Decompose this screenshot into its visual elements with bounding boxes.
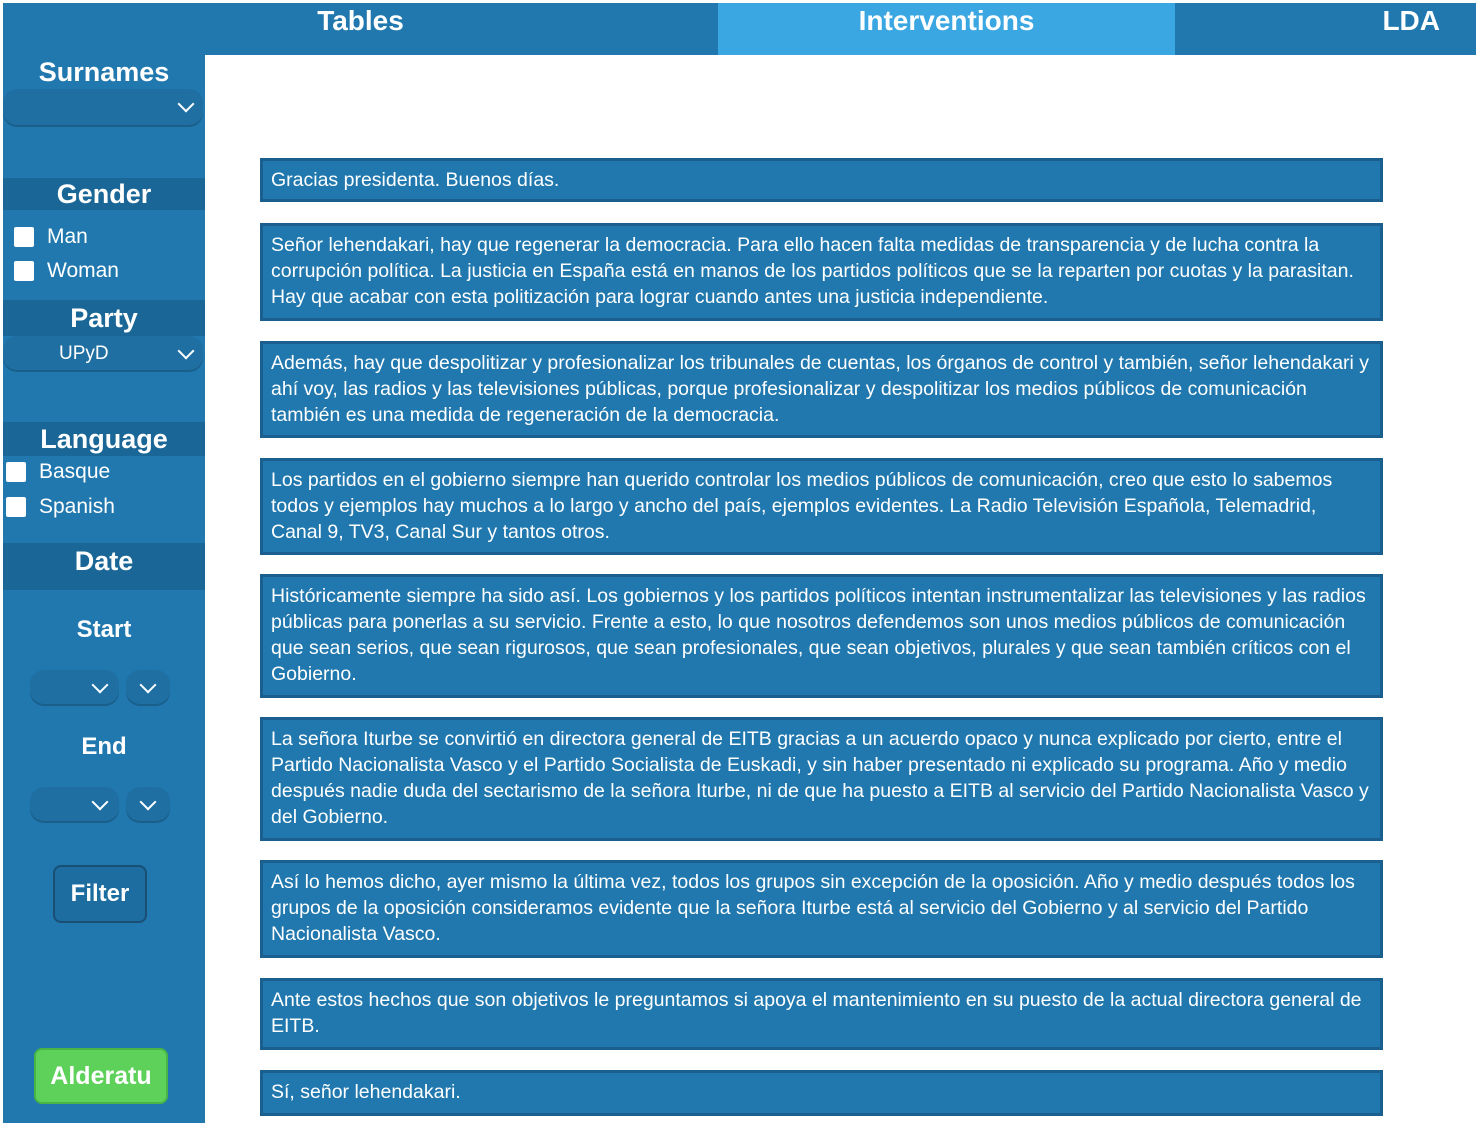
party-selected-value: UPyD [59,343,109,364]
filter-sidebar [3,55,205,1123]
woman-label: Woman [47,259,119,282]
man-label: Man [47,225,88,248]
start-month-select[interactable] [30,670,119,706]
intervention-item: La señora Iturbe se convirtió en directora general de EITB gracias a un acuerdo opaco y nunca explicado por cierto, entre el Partido Nacionalista Vasco y el Partido Socialista de Euskadi, y sin haber presentado ni explicado su programa. Año y medio después nadie duda del sectarismo de la señora Iturbe, ni de que ha puesto a EITB al servicio del Partido Nacionalista Vasco y del Gobierno. [260,717,1383,841]
intervention-item: Gracias presidenta. Buenos días. [260,158,1383,202]
man-checkbox[interactable] [14,227,34,247]
intervention-item: Además, hay que despolitizar y profesionalizar los tribunales de cuentas, los órganos de control y también, señor lehendakari y ahí voy, las radios y las televisiones públicas, porque profesionalizar y despolitizar los medios públicos de comunicación también es una medida de regeneración de la democracia. [260,341,1383,438]
start-label: Start [76,616,132,643]
tab-tables[interactable]: Tables [317,5,404,36]
tab-lda[interactable]: LDA [1382,5,1440,36]
basque-label: Basque [39,460,111,483]
intervention-item: Señor lehendakari, hay que regenerar la democracia. Para ello hacen falta medidas de transparencia y de lucha contra la corrupción política. La justicia en España está en manos de los partidos políticos que se la reparten por cuotas y la parasitan. Hay que acabar con esta politización para lograr cuando antes una justicia independiente. [260,223,1383,321]
interventions-list [205,55,1477,1123]
language-heading: Language [3,422,205,456]
spanish-checkbox[interactable] [6,497,26,517]
gender-heading: Gender [3,178,205,210]
tab-interventions[interactable]: Interventions [718,3,1175,55]
intervention-item: Ante estos hechos que son objetivos le preguntamos si apoya el mantenimiento en su puesto de la actual directora general de EITB. [260,978,1383,1050]
chevron-down-icon [178,96,195,113]
alderatu-button[interactable]: Alderatu [34,1048,168,1104]
intervention-item: Los partidos en el gobierno siempre han querido controlar los medios públicos de comunicación, creo que esto lo sabemos todos y ejemplos hay muchos a lo largo y ancho del país, ejemplos evidentes. La Radio Televisión Española, Telemadrid, Canal 9, TV3, Canal Sur y tantos otros. [260,458,1383,555]
basque-checkbox[interactable] [6,462,26,482]
chevron-down-icon [92,677,109,694]
surnames-select[interactable] [3,89,203,127]
filter-button[interactable]: Filter [53,865,147,923]
intervention-item: Así lo hemos dicho, ayer mismo la última vez, todos los grupos sin excepción de la oposición. Año y medio después todos los grupos de la oposición consideramos evidente que la señora Iturbe está al servicio del Gobierno y al servicio del Partido Nacionalista Vasco. [260,860,1383,958]
date-heading: Date [3,543,205,590]
top-nav [3,3,1476,55]
intervention-item: Sí, señor lehendakari. [260,1070,1383,1116]
end-label: End [81,733,127,760]
surnames-heading: Surnames [3,55,205,89]
start-year-select[interactable] [126,670,170,706]
chevron-down-icon [92,794,109,811]
spanish-label: Spanish [39,495,115,518]
end-month-select[interactable] [30,787,119,823]
chevron-down-icon [178,343,195,360]
chevron-down-icon [140,677,157,694]
intervention-item: Históricamente siempre ha sido así. Los gobiernos y los partidos políticos intentan instrumentalizar las televisiones y las radios públicas para ponerlas a su servicio. Frente a esto, lo que nosotros defendemos son unos medios públicos de comunicación que sean serios, que sean rigurosos, que sean profesionales, que sean objetivos, plurales y que sean también críticos con el Gobierno. [260,574,1383,698]
woman-checkbox[interactable] [14,261,34,281]
end-year-select[interactable] [126,787,170,823]
party-select[interactable] [3,336,203,372]
chevron-down-icon [140,794,157,811]
party-heading: Party [3,300,205,336]
